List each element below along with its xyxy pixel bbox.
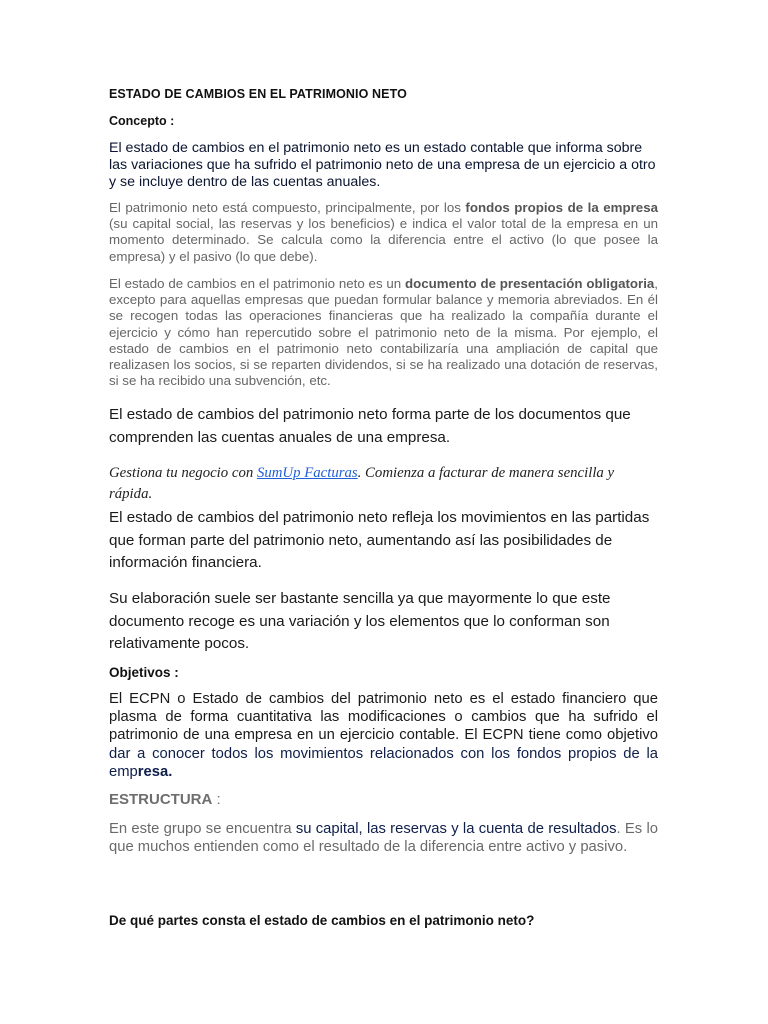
partes-question: De qué partes consta el estado de cambios en el patrimonio neto? — [109, 913, 535, 928]
estructura-paragraph: En este grupo se encuentra su capital, las reservas y la cuenta de resultados. Es lo que muchos entienden como el resultado de la diferencia entre activo y pasivo. — [109, 821, 658, 856]
sumup-promo: Gestiona tu negocio con SumUp Facturas. Comienza a facturar de manera sencilla y rápida. — [109, 465, 615, 502]
movimientos-paragraph: El estado de cambios del patrimonio neto refleja los movimientos en las partidas que forman parte del patrimonio neto, aumentando así las posibilidades de información financiera. — [109, 509, 650, 571]
documento-obligatorio-bold: documento de presentación obligatoria — [405, 276, 655, 291]
objetivos-label: Objetivos : — [109, 665, 179, 680]
patrimonio-paragraph: El patrimonio neto está compuesto, principalmente, por los fondos propios de la empresa (su capital social, las reservas y los beneficios) e indica el valor total de la empresa en un momento determinado. Se calcula como la diferencia entre el activo (lo que posee la empresa) y el pasivo (lo que debe). — [109, 200, 658, 264]
document-title: ESTADO DE CAMBIOS EN EL PATRIMONIO NETO — [109, 87, 407, 101]
cuentas-anuales-paragraph: El estado de cambios del patrimonio neto forma parte de los documentos que comprenden las cuentas anuales de una empresa. — [109, 406, 631, 446]
concepto-label: Concepto : — [109, 114, 175, 128]
concepto-paragraph: El estado de cambios en el patrimonio neto es un estado contable que informa sobre las variaciones que ha sufrido el patrimonio neto de una empresa de un ejercicio a otro y se incluye dentro de las cuentas anuales. — [109, 140, 656, 190]
elaboracion-paragraph: Su elaboración suele ser bastante sencilla ya que mayormente lo que este documento recoge es una variación y los elementos que lo conforman son relativamente pocos. — [109, 590, 611, 652]
documento-paragraph: El estado de cambios en el patrimonio neto es un documento de presentación obligatoria, excepto para aquellas empresas que puedan formular balance y memoria abreviados. En él se recogen todas las operaciones financieras que ha realizado la compañía durante el ejercicio y cómo han repercutido sobre el patrimonio neto de la misma. Por ejemplo, el estado de cambios en el patrimonio neto contabilizaría una ampliación de capital que realizasen los socios, si se reparten dividendos, si se ha realizado una dotación de reservas, si se ha recibido una subvención, etc. — [109, 276, 658, 389]
estructura-heading: ESTRUCTURA : — [109, 791, 221, 808]
fondos-propios-bold: fondos propios de la empresa — [465, 200, 658, 215]
sumup-facturas-link[interactable]: SumUp Facturas — [256, 465, 358, 481]
objetivos-paragraph: El ECPN o Estado de cambios del patrimonio neto es el estado financiero que plasma de forma cuantitativa las modificaciones o cambios que ha sufrido el patrimonio de una empresa en un ejercicio contable. El ECPN tiene como objetivo dar a conocer todos los movimientos relacionados con los fondos propios de la empresa. — [109, 691, 658, 780]
